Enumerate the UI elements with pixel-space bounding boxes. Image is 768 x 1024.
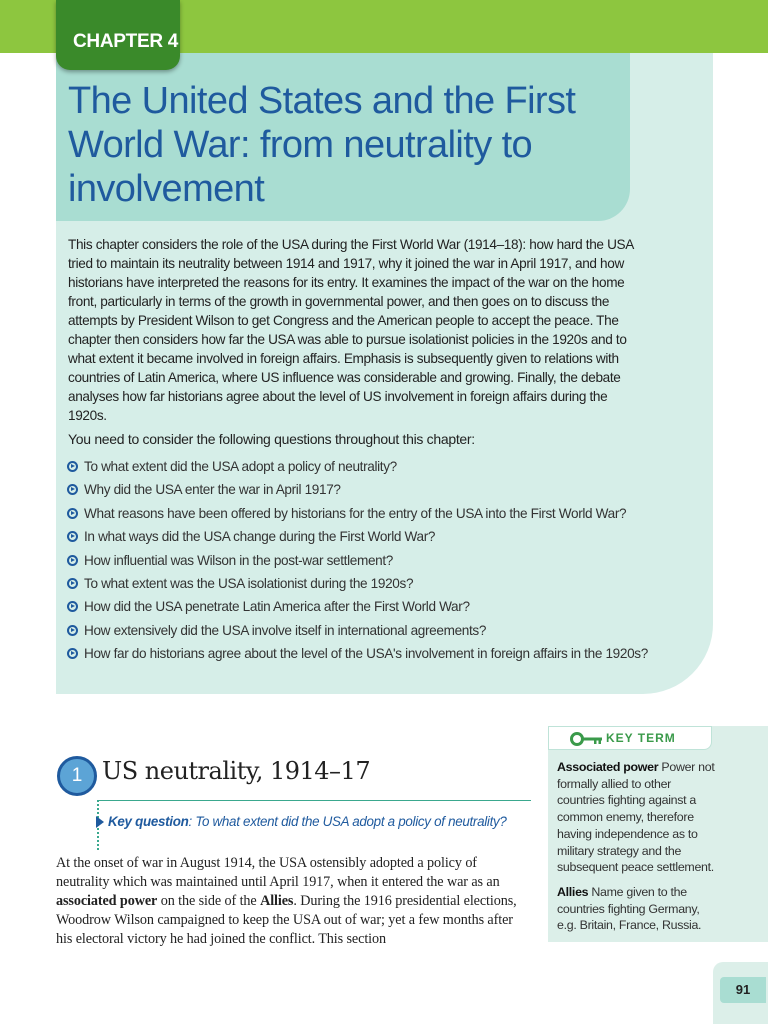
chapter-title: The United States and the First World War: from neutrality to involvement bbox=[68, 80, 576, 210]
list-item bbox=[67, 644, 667, 663]
arrow-circle-icon bbox=[67, 578, 78, 589]
arrow-circle-icon bbox=[67, 531, 78, 542]
question-text: How far do historians agree about the level of the USA's involvement in foreign affairs in the 1920s? bbox=[84, 646, 648, 662]
key-term-header bbox=[548, 726, 712, 750]
page-number: 91 bbox=[720, 977, 766, 1003]
glossary-term: Allies bbox=[260, 893, 294, 909]
key-term-title: KEY TERM bbox=[606, 731, 676, 745]
section-number-badge: 1 bbox=[57, 756, 97, 796]
arrow-circle-icon bbox=[67, 648, 78, 659]
question-text: In what ways did the USA change during the First World War? bbox=[84, 529, 436, 545]
list-item bbox=[67, 574, 667, 593]
key-question-text: : To what extent did the USA adopt a policy of neutrality? bbox=[188, 814, 507, 829]
body-text-span: on the side of the bbox=[157, 893, 261, 909]
key-term-definition: Name given to the countries fighting Germany, e.g. Britain, France, Russia. bbox=[557, 885, 702, 933]
key-term-word: Allies bbox=[557, 885, 589, 899]
list-item bbox=[67, 597, 667, 616]
body-text-span: At the onset of war in August 1914, the USA ostensibly adopted a policy of neutrality which was maintained until April 1917, when it entered the war as an bbox=[56, 855, 500, 890]
arrow-circle-icon bbox=[67, 625, 78, 636]
section-divider bbox=[97, 800, 531, 801]
list-item bbox=[67, 551, 667, 570]
arrow-circle-icon bbox=[67, 601, 78, 612]
key-icon bbox=[570, 732, 604, 746]
chapter-tab bbox=[56, 0, 180, 70]
key-question bbox=[96, 814, 507, 829]
key-term-word: Associated power bbox=[557, 760, 659, 774]
key-term-entry bbox=[557, 884, 717, 934]
chapter-intro-text: This chapter considers the role of the USA during the First World War (1914–18): how hard the USA tried to maintain its neutrality between 1914 and 1917, why it joined the war in April 1917, and how historians have interpreted the reasons for its entry. It examines the impact of the war on the home front, particularly in terms of the growth in governmental power, and then goes on to discuss the attempts by President Wilson to get Congress and the American people to accept the peace. The chapter then considers how far the USA was able to pursue isolationist policies in the 1920s and to what extent it became involved in foreign affairs. Emphasis is subsequently given to relations with countries of Latin America, where US influence was considerable and growing. Finally, the debate analyses how far historians agree about the level of US involvement in foreign affairs during the 1920s. bbox=[68, 237, 634, 423]
list-item bbox=[67, 621, 667, 640]
chapter-label: CHAPTER 4 bbox=[73, 31, 178, 52]
list-item bbox=[67, 457, 667, 476]
question-text: How influential was Wilson in the post-war settlement? bbox=[84, 552, 394, 568]
question-text: To what extent was the USA isolationist during the 1920s? bbox=[84, 575, 414, 591]
question-text: Why did the USA enter the war in April 1917? bbox=[84, 482, 341, 498]
arrow-circle-icon bbox=[67, 508, 78, 519]
arrow-circle-icon bbox=[67, 461, 78, 472]
section-body-text bbox=[56, 854, 528, 949]
chapter-questions-list bbox=[67, 457, 667, 668]
section-heading: US neutrality, 1914–17 bbox=[102, 757, 371, 785]
key-term-definition: Power not formally allied to other countries fighting against a common enemy, therefore having independence as to military strategy and the subsequent peace settlement. bbox=[557, 760, 715, 875]
arrow-circle-icon bbox=[67, 555, 78, 566]
question-text: How did the USA penetrate Latin America after the First World War? bbox=[84, 599, 470, 615]
question-text: How extensively did the USA involve itself in international agreements? bbox=[84, 622, 487, 638]
list-item bbox=[67, 480, 667, 499]
question-text: To what extent did the USA adopt a policy of neutrality? bbox=[84, 459, 397, 474]
list-item bbox=[67, 504, 667, 523]
key-question-label: Key question bbox=[108, 814, 189, 829]
question-text: What reasons have been offered by historians for the entry of the USA into the First World War? bbox=[84, 505, 627, 521]
glossary-term: associated power bbox=[56, 893, 158, 909]
list-item bbox=[67, 527, 667, 546]
body-text-span: . During the 1916 presidential elections, Woodrow Wilson campaigned to keep the USA out of war; yet a few months after his electoral victory he had joined the conflict. This section bbox=[56, 893, 517, 947]
play-arrow-icon bbox=[96, 816, 104, 828]
arrow-circle-icon bbox=[67, 484, 78, 495]
chapter-title-panel bbox=[56, 53, 630, 221]
key-term-entry bbox=[557, 759, 717, 876]
questions-intro: You need to consider the following questions throughout this chapter: bbox=[68, 431, 475, 447]
